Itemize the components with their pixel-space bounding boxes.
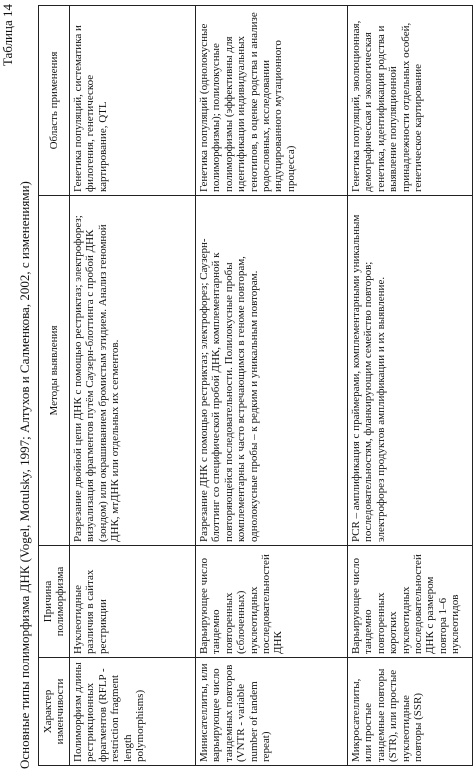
table-cell: Полиморфизм длины рестрикционных фрагментов (RFLP - restriction fragment length polymorphisms) [70, 658, 196, 766]
table-row [196, 6, 348, 766]
table-label: Таблица 14 [0, 4, 15, 67]
table-cell: Разрезание двойной цепи ДНК с помощью рестриктаз; электрофорез; визуализация фрагментов путём Саузерн-блоттинга с пробой ДНК (зондом) или окрашиванием бромистым этидием. Анализ геномной ДНК, мтДНК или отдельных их сегментов. [70, 196, 196, 546]
column-header: Методы выявления [39, 196, 70, 546]
table-caption: Основные типы полиморфизма ДНК (Vogel, Motulsky, 1997; Алтухов и Салменкова, 2002, с изменениями) [17, 181, 32, 769]
dna-polymorphism-table [38, 5, 473, 766]
table-cell: Разрезание ДНК с помощью рестриктаз; электрофорез; Саузерн-блоттинг со специфической пробой ДНК, комплементарной к повторяющейся последовательности. Полилокусные пробы комплементарны к часто встречающимся в геноме повторам, однолокусные пробы – к редким и уникальным повторам. [196, 196, 348, 546]
table-cell: Микросателлиты, или простые тандемные повторы (STR), или простые нуклеотидные повторы (SSR) [348, 658, 473, 766]
column-header: Характер изменчивости [39, 658, 70, 766]
column-header: Область применения [39, 6, 70, 196]
table-row [348, 6, 473, 766]
table-cell: Нуклеотидные различия в сайтах рестрикции [70, 546, 196, 658]
table-cell: PCR – амплификация с праймерами, комплементарными уникальным последовательностям, фланкирующим семейство повторов; электрофорез продуктов амплификации и их выявление. [348, 196, 473, 546]
table-cell: Варьирующее число тандемно повторенных (сблоченных) нуклеотидных последовательностей ДНК [196, 546, 348, 658]
table-cell: Генетика популяций, систематика и филогения, генетическое картирование, QTL [70, 6, 196, 196]
table-cell: Генетика популяций (однолокусные полиморфизмы); полилокусные полиморфизмы (эффективны для идентификации индивидуальных генотипов, в оценке родства и анализе родословных, исследовании индуцированного мутационного процесса) [196, 6, 348, 196]
column-header: Причина полиморфизма [39, 546, 70, 658]
table-cell: Минисателлиты, или варьирующее число тандемных повторов (VNTR - variable number of tandem repeat) [196, 658, 348, 766]
table-row [70, 6, 196, 766]
table-cell: Генетика популяций, эволюционная, демографическая и экологическая генетика, идентификация родства и выявление популяционной принадлежности отдельных особей, генетическое картирование [348, 6, 473, 196]
table-header-row [39, 6, 70, 766]
table-cell: Варьирующее число тандемно повторенных коротких нуклеотидных последовательностей ДНК с размером повтора 1–6 нуклеотидов [348, 546, 473, 658]
